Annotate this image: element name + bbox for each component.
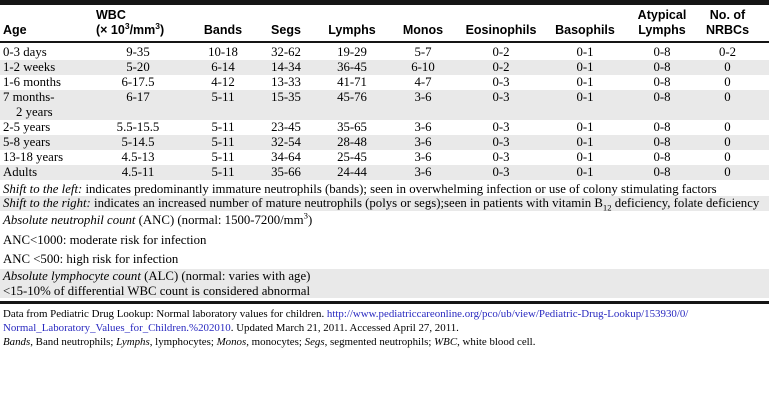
table-row: [0, 75, 769, 90]
value-cell: 6-10: [411, 59, 435, 74]
value-cell: 19-29: [337, 44, 367, 59]
abbreviation-term: Bands: [3, 335, 31, 348]
value-cell: 3-6: [414, 134, 432, 149]
value-cell: 5-20: [126, 59, 150, 74]
value-cell: 5-7: [414, 44, 432, 59]
value-cell: 0-1: [576, 59, 594, 74]
value-cell: 3-6: [414, 89, 432, 104]
value-cell: 0: [724, 149, 731, 164]
value-cell: 0-3: [492, 74, 510, 89]
table-top-rule: [0, 0, 769, 5]
table-row: [0, 90, 769, 120]
note-lead: Shift to the right:: [3, 196, 91, 210]
value-cell: 0-8: [653, 74, 671, 89]
value-cell: 0-1: [576, 44, 594, 59]
notes-section: [0, 182, 769, 299]
abbreviation-definition: , white blood cell.: [457, 335, 536, 348]
value-cell: 34-64: [271, 149, 301, 164]
value-cell: 0-8: [653, 89, 671, 104]
value-cell: 0-1: [576, 149, 594, 164]
source-link-part1[interactable]: http://www.pediatriccareonline.org/pco/ub/view/Pediatric-Drug-Lookup/153930/0/: [326, 308, 689, 320]
value-cell: 45-76: [337, 89, 367, 104]
value-cell: 0-1: [576, 89, 594, 104]
value-cell: 6-14: [211, 59, 235, 74]
value-cell: 0-1: [576, 134, 594, 149]
column-header-basophils: Basophils: [546, 7, 624, 42]
table-row: [0, 135, 769, 150]
age-cell: 5-8 years: [3, 134, 51, 149]
abbreviation-term: Lymphs: [116, 335, 150, 348]
value-cell: 28-48: [337, 134, 367, 149]
lab-values-table: [0, 7, 769, 180]
value-cell: 5-14.5: [121, 134, 155, 149]
column-header-bands: Bands: [188, 7, 258, 42]
value-cell: 0-3: [492, 134, 510, 149]
value-cell: 0: [724, 89, 731, 104]
value-cell: 0: [724, 74, 731, 89]
source-link-part2[interactable]: Normal_Laboratory_Values_for_Children.%202010: [3, 321, 231, 334]
note-line: Shift to the left: indicates predominantly immature neutrophils (bands); seen in overwhelming infection or use of colony stimulating factors: [3, 181, 717, 196]
column-header-no-of: No. of NRBCs: [700, 7, 769, 42]
value-cell: 0-3: [492, 119, 510, 134]
age-cell: 1-2 weeks: [3, 59, 56, 74]
abbreviations-line: [3, 336, 766, 350]
column-header-atypical: Atypical Lymphs: [624, 7, 700, 42]
source-line: [3, 308, 766, 336]
header-row: [0, 7, 769, 42]
value-cell: 4.5-11: [121, 164, 155, 179]
value-cell: 3-6: [414, 119, 432, 134]
column-header-eosinophils: Eosinophils: [456, 7, 546, 42]
table-header: [0, 7, 769, 42]
source-dates-text: . Updated March 21, 2011. Accessed April 27, 2011.: [230, 321, 459, 334]
value-cell: 0: [724, 134, 731, 149]
value-cell: 0-3: [492, 149, 510, 164]
value-cell: 0-1: [576, 74, 594, 89]
value-cell: 0-2: [492, 59, 510, 74]
table-row: [0, 150, 769, 165]
abbreviation-term: WBC: [434, 335, 458, 348]
note-line: ANC <500: high risk for infection: [3, 252, 179, 266]
value-cell: 13-33: [271, 74, 301, 89]
abbreviation-definition: , Band neutrophils;: [30, 335, 117, 348]
value-cell: 41-71: [337, 74, 367, 89]
value-cell: 0-2: [492, 44, 510, 59]
value-cell: 0: [724, 119, 731, 134]
value-cell: 9-35: [126, 44, 150, 59]
value-cell: 14-34: [271, 59, 301, 74]
value-cell: 4.5-13: [121, 149, 155, 164]
value-cell: 0-2: [718, 44, 737, 59]
value-cell: 0-1: [576, 164, 594, 179]
age-cell: 13-18 years: [3, 149, 64, 164]
value-cell: 10-18: [208, 44, 238, 59]
value-cell: 0-8: [653, 119, 671, 134]
value-cell: 5-11: [211, 134, 235, 149]
value-cell: 4-12: [211, 74, 235, 89]
footnote-section: [0, 304, 769, 349]
value-cell: 3-6: [414, 164, 432, 179]
note-line: Absolute lymphocyte count (ALC) (normal: varies with age): [0, 269, 769, 284]
column-header-monos: Monos: [390, 7, 456, 42]
value-cell: 6-17: [126, 89, 150, 104]
abbreviation-definition: , lymphocytes;: [149, 335, 217, 348]
value-cell: 35-65: [337, 119, 367, 134]
table-row: [0, 60, 769, 75]
value-cell: 0-1: [576, 119, 594, 134]
value-cell: 35-66: [271, 164, 301, 179]
value-cell: 5-11: [211, 164, 235, 179]
value-cell: 0-3: [492, 164, 510, 179]
value-cell: 15-35: [271, 89, 301, 104]
value-cell: 0: [724, 164, 731, 179]
value-cell: 5-11: [211, 89, 235, 104]
value-cell: 32-54: [271, 134, 301, 149]
note-line: Shift to the right: indicates an increased number of mature neutrophils (polys or segs);seen in patients with vitamin $B_{12}$ deficiency, folate deficiency: [0, 196, 769, 211]
column-header-lymphs: Lymphs: [314, 7, 390, 42]
value-cell: 0-8: [653, 134, 671, 149]
note-lead: Absolute lymphocyte count: [3, 269, 141, 283]
value-cell: 36-45: [337, 59, 367, 74]
abbreviation-definition: , segmented neutrophils;: [324, 335, 435, 348]
age-cell: 2-5 years: [3, 119, 51, 134]
age-cell: 7 months- 2 years: [3, 89, 55, 119]
value-cell: 3-6: [414, 149, 432, 164]
value-cell: 0: [724, 59, 731, 74]
age-cell: Adults: [3, 164, 38, 179]
value-cell: 23-45: [271, 119, 301, 134]
value-cell: 0-3: [492, 89, 510, 104]
value-cell: 24-44: [337, 164, 367, 179]
note-line: ANC<1000: moderate risk for infection: [3, 232, 207, 247]
note-lead: Shift to the left:: [3, 181, 83, 196]
age-cell: 0-3 days: [3, 44, 47, 59]
value-cell: 0-8: [653, 59, 671, 74]
note-line: <15-10% of differential WBC count is considered abnormal: [0, 284, 769, 299]
abbreviation-term: Monos: [216, 335, 247, 348]
value-cell: 0-8: [653, 44, 671, 59]
table-row: [0, 42, 769, 60]
abbreviation-term: Segs: [304, 335, 325, 348]
value-cell: 5.5-15.5: [116, 119, 160, 134]
table-row: [0, 120, 769, 135]
value-cell: 0-8: [653, 164, 671, 179]
value-cell: 0-8: [653, 149, 671, 164]
value-cell: 32-62: [271, 44, 301, 59]
column-header-segs: Segs: [258, 7, 314, 42]
source-text: Data from Pediatric Drug Lookup: Normal laboratory values for children.: [3, 308, 327, 320]
column-header-wbc: WBC (× $10^3/mm^3$): [88, 7, 188, 42]
value-cell: 5-11: [211, 149, 235, 164]
table-row: [0, 165, 769, 180]
value-cell: 25-45: [337, 149, 367, 164]
table-body: [0, 42, 769, 180]
note-line: Absolute neutrophil count (ANC) (normal: $1500-7200/mm^3$): [3, 210, 313, 227]
age-cell: 1-6 months: [3, 74, 61, 89]
column-header-age: Age: [0, 7, 88, 42]
value-cell: 6-17.5: [121, 74, 155, 89]
value-cell: 5-11: [211, 119, 235, 134]
value-cell: 4-7: [414, 74, 432, 89]
note-lead: Absolute neutrophil count: [3, 213, 136, 227]
abbreviation-definition: , monocytes;: [246, 335, 305, 348]
